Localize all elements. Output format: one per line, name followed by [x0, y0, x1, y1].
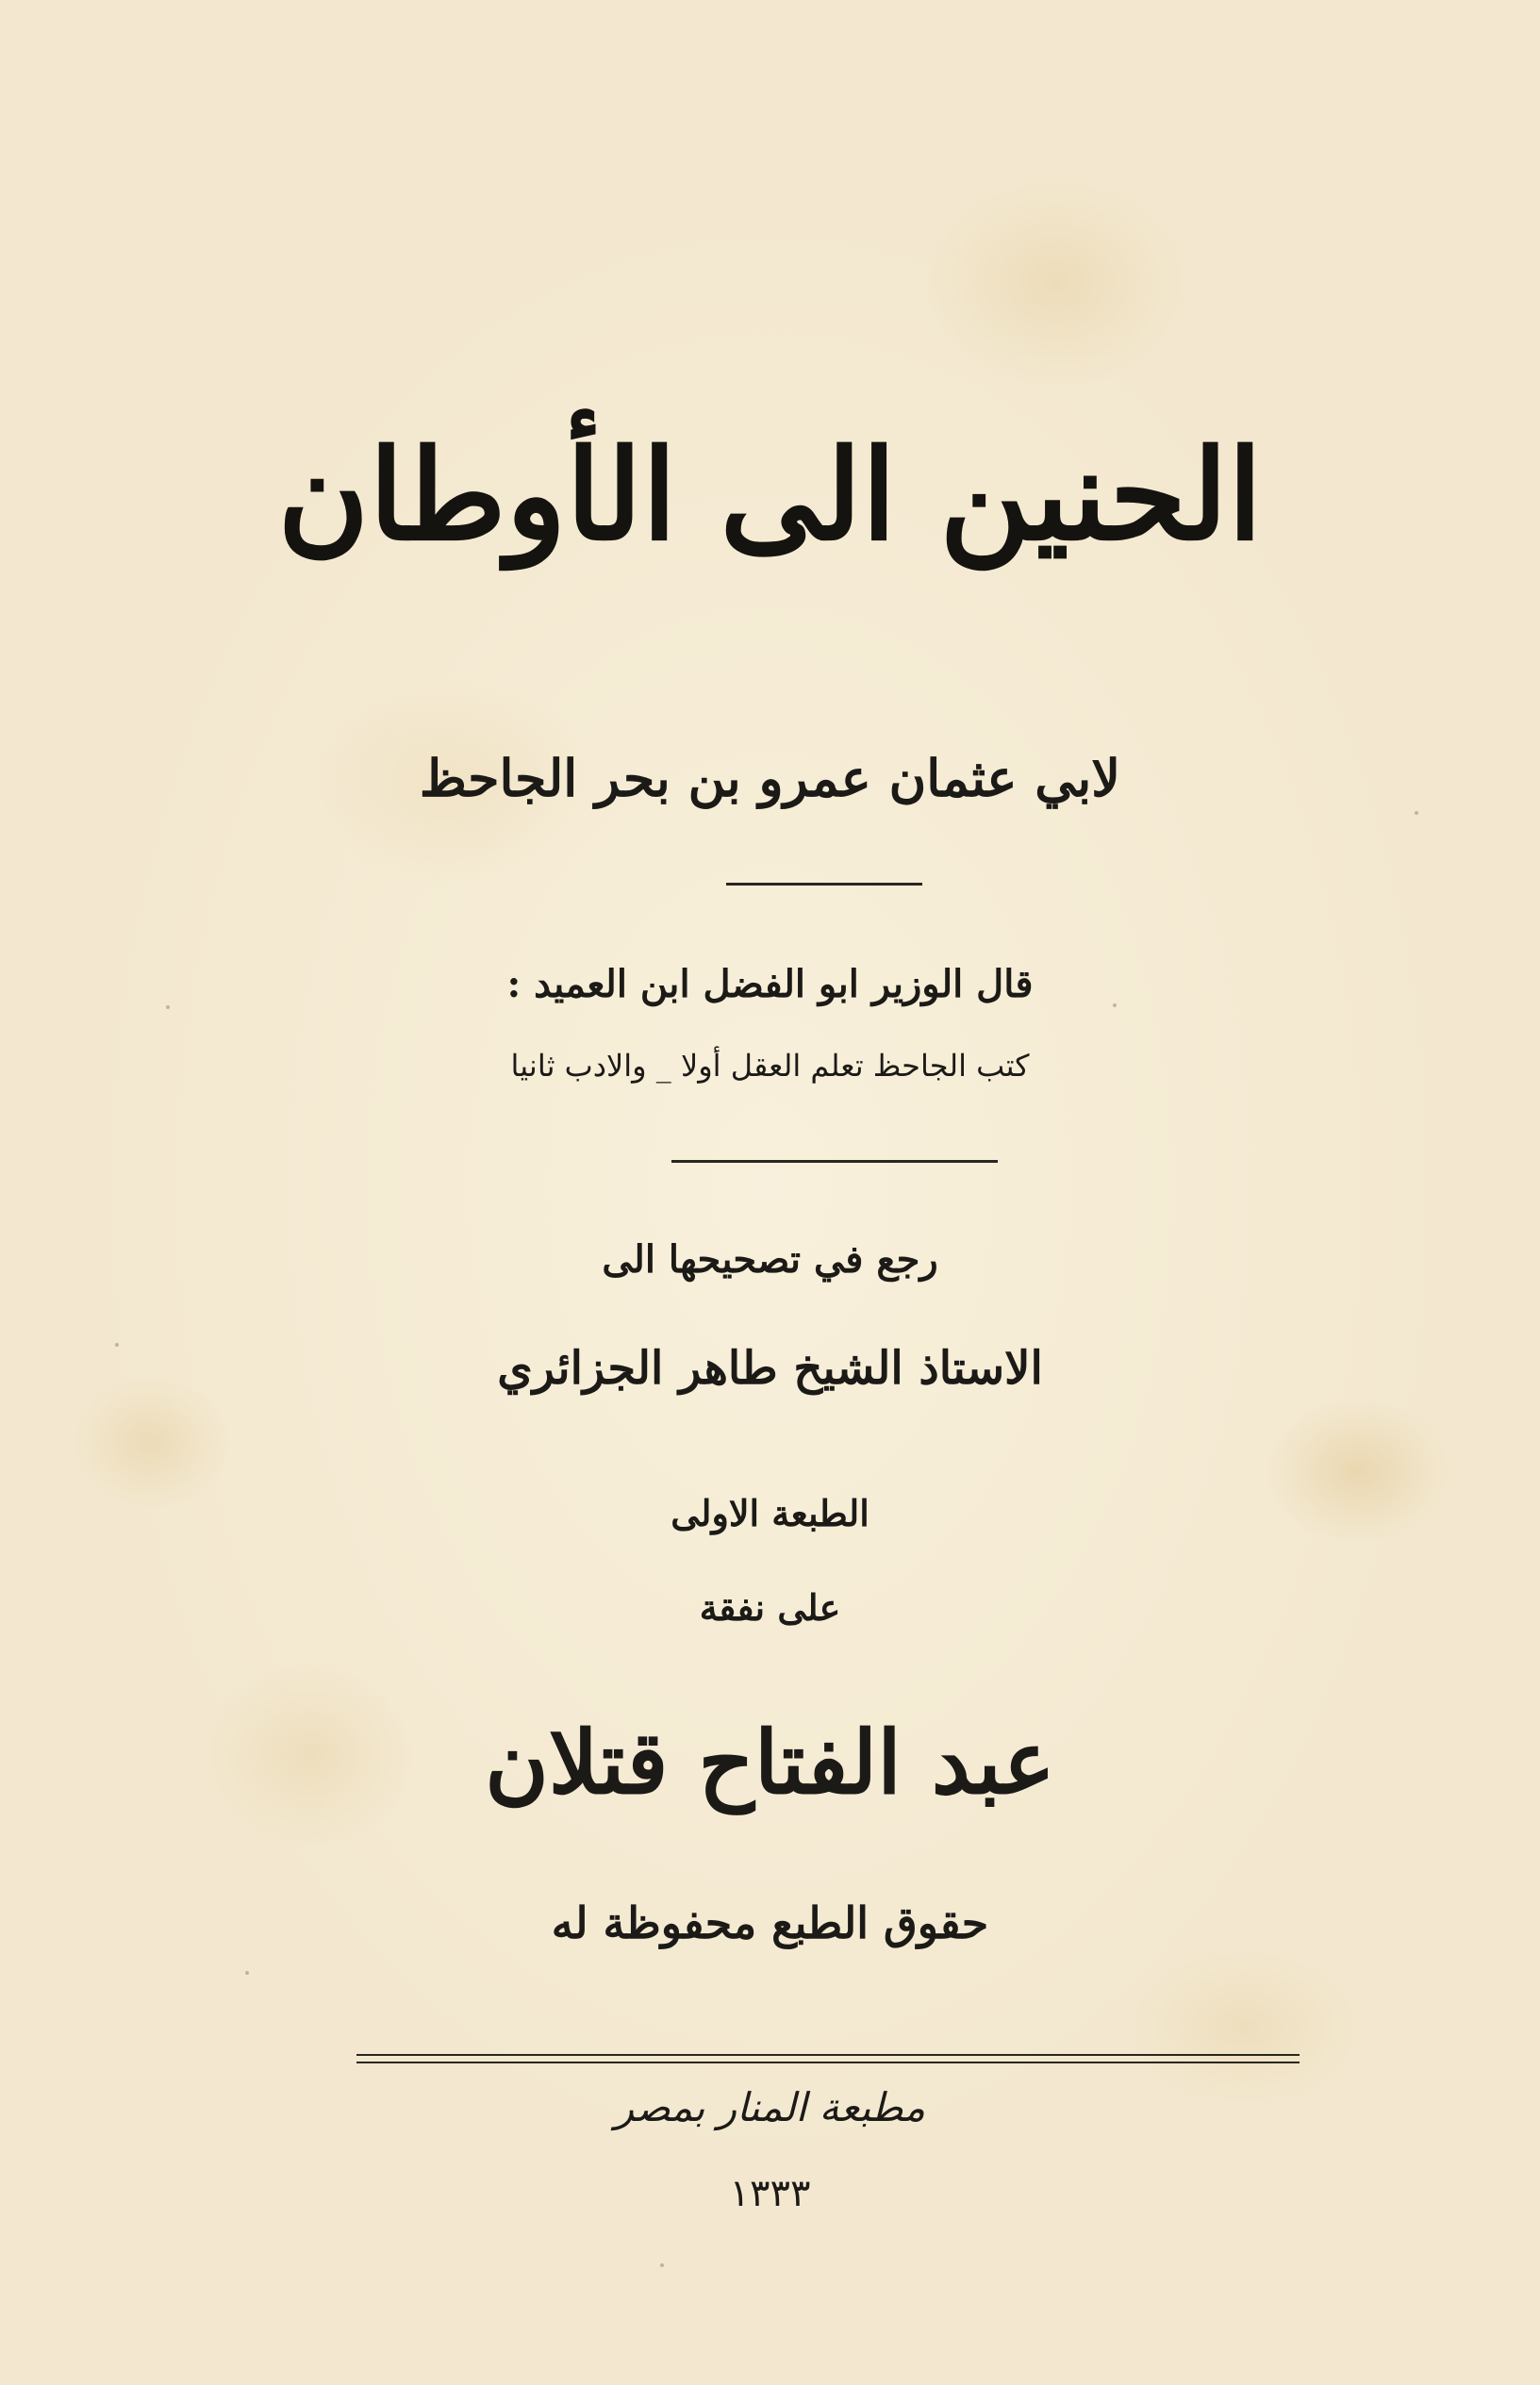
publisher-name: عبد الفتاح قتلان: [485, 1712, 1055, 1814]
expense-intro: على نفقة: [699, 1586, 841, 1629]
book-title: الحنين الى الأوطان: [277, 422, 1263, 569]
quote-intro: قال الوزير ابو الفضل ابن العميد :: [506, 962, 1034, 1006]
copyright-notice: حقوق الطبع محفوظة له: [551, 1897, 989, 1948]
separator-rule-top: [726, 883, 922, 886]
publication-year: ١٣٣٣: [729, 2172, 811, 2215]
revision-intro: رجع في تصحيحها الى: [602, 1237, 938, 1282]
quote-text: كتب الجاحظ تعلم العقل أولا _ والادب ثانيا: [510, 1048, 1030, 1084]
edition-label: الطبعة الاولى: [671, 1492, 869, 1534]
reviser-name: الاستاذ الشيخ طاهر الجزائري: [497, 1342, 1043, 1395]
author-line: لابي عثمان عمرو بن بحر الجاحظ: [419, 748, 1121, 808]
double-separator-rule: [356, 2054, 1300, 2063]
separator-rule-middle: [671, 1160, 998, 1163]
printing-press: مطبعة المنار بمصر: [614, 2084, 926, 2130]
